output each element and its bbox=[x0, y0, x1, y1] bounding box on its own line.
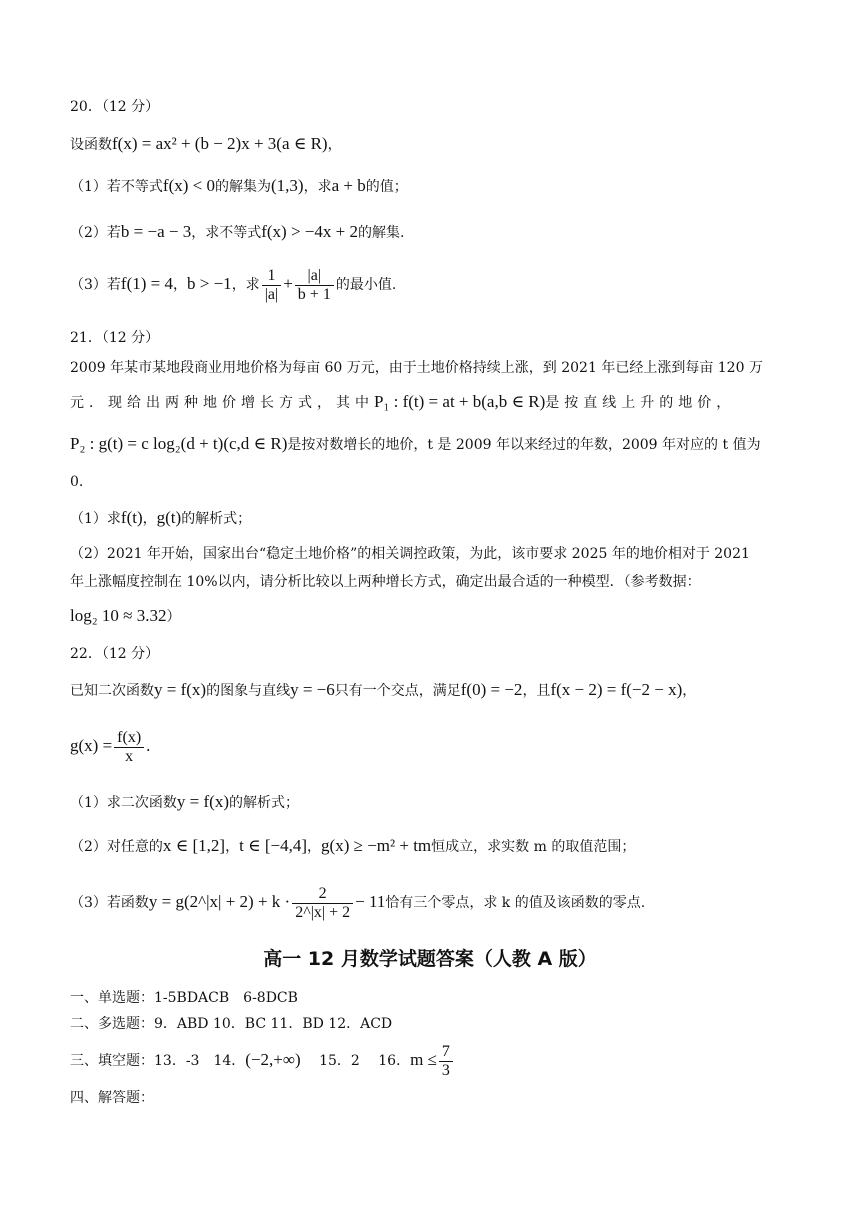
q20-p3-sep: ， bbox=[173, 277, 187, 293]
q22-g-num: f(x) bbox=[114, 729, 144, 748]
q20-p3-cond2: b > −1 bbox=[187, 274, 232, 293]
q22-intro-mid3: ，且 bbox=[522, 683, 551, 699]
q22-g-lhs: g(x) = bbox=[70, 736, 113, 755]
answers-fill-16-num: 7 bbox=[439, 1043, 453, 1062]
q22-intro-c2: f(x − 2) = f(−2 − x) bbox=[550, 680, 683, 699]
q22-intro-mid: 的图象与直线 bbox=[206, 683, 291, 699]
q21-log-model: P₂ : g(t) = c log₂(d + t)(c,d ∈ R) bbox=[70, 434, 288, 453]
q20-p1-suffix: 的值； bbox=[365, 179, 408, 195]
answers-fill-14: (−2,+∞) bbox=[245, 1050, 301, 1069]
q20-p3-plus: + bbox=[283, 274, 293, 293]
q22-p1-prefix: （1）求二次函数 bbox=[70, 795, 177, 811]
q22-g-end: . bbox=[146, 736, 151, 755]
q21-line1: 2009 年某市某地段商业用地价格为每亩 60 万元，由于土地价格持续上涨，到 2021 年已经上涨到每亩 120 万 bbox=[70, 360, 763, 376]
q22-p2-sep: ， bbox=[225, 839, 240, 855]
q22-p3-frac-num: 2 bbox=[292, 885, 353, 904]
q20-p2-mid: ，求不等式 bbox=[191, 225, 262, 241]
q20-part3 bbox=[70, 262, 396, 307]
q21-part2-ref bbox=[70, 606, 180, 627]
q22-part2 bbox=[70, 836, 635, 857]
q21-p1-g: g(t) bbox=[156, 508, 182, 527]
q20-p3-cond1: f(1) = 4 bbox=[120, 274, 173, 293]
q21-line2-prefix: 元．现给出两种地价增长方式，其中 bbox=[70, 395, 374, 411]
answers-multi-choice: 二、多选题：9．ABD 10．BC 11．BD 12．ACD bbox=[70, 1016, 393, 1032]
q21-part2-line1: （2）2021 年开始，国家出台“稳定土地价格”的相关调控政策，为此，该市要求 2025 年的地价相对于 2021 bbox=[70, 546, 750, 562]
q22-p2-ineq: g(x) ≥ −m² + tm bbox=[321, 836, 432, 855]
q21-line4: 0. bbox=[70, 474, 84, 490]
answers-fill-16-den: 3 bbox=[441, 1061, 450, 1079]
q21-part2-line2: 年上涨幅度控制在 10%以内，请分析比较以上两种增长方式，确定出最合适的一种模型．（参考数据： bbox=[70, 574, 701, 590]
q22-p2-prefix: （2）对任意的 bbox=[70, 839, 163, 855]
q20-p1-interval: (1,3) bbox=[271, 176, 304, 195]
answers-fill-16-lhs: m ≤ bbox=[410, 1050, 437, 1069]
q20-p3-fraction-2 bbox=[295, 267, 334, 304]
q22-header: 22．（12 分） bbox=[70, 646, 160, 662]
q21-p1-suffix: 的解析式； bbox=[181, 511, 252, 527]
q22-intro-suffix: ， bbox=[682, 683, 697, 699]
q22-g-den: x bbox=[125, 747, 134, 765]
answers-fill-16-fraction bbox=[439, 1043, 453, 1080]
q22-p3-frac-den: 2^|x| + 2 bbox=[295, 903, 351, 921]
answers-fill-prefix: 三、填空题：13．-3 14． bbox=[70, 1053, 246, 1069]
q20-function-def: f(x) = ax² + (b − 2)x + 3(a ∈ R) bbox=[112, 134, 328, 153]
q20-p1-expr: a + b bbox=[331, 176, 366, 195]
q20-p3-prefix: （3）若 bbox=[70, 277, 121, 293]
q22-p3-suffix: 恰有三个零点，求 k 的值及该函数的零点. bbox=[385, 895, 646, 911]
answers-solve-header: 四、解答题： bbox=[70, 1090, 154, 1106]
q21-line2-suffix: 是按直线上升的地价， bbox=[545, 395, 736, 411]
q20-p3-fraction-1 bbox=[262, 267, 282, 304]
q20-p2-formula: b = −a − 3 bbox=[120, 222, 192, 241]
q22-g-fraction bbox=[114, 729, 144, 766]
q20-p2-ineq: f(x) > −4x + 2 bbox=[261, 222, 358, 241]
q22-p3-formula-a: y = g(2^|x| + 2) + k · bbox=[148, 892, 291, 911]
q20-p1-formula: f(x) < 0 bbox=[162, 176, 215, 195]
q20-p1-mid2: ，求 bbox=[303, 179, 332, 195]
q22-intro-mid2: 只有一个交点，满足 bbox=[334, 683, 461, 699]
q22-p2-t: t ∈ [−4,4] bbox=[239, 836, 308, 855]
answers-fill-15: 15．2 16． bbox=[300, 1053, 411, 1069]
answers-single-choice: 一、单选题：1-5BDACB 6-8DCB bbox=[70, 990, 298, 1006]
answers-title: 高一 12 月数学试题答案（人教 A 版） bbox=[263, 948, 597, 970]
q21-ref-suffix: ） bbox=[166, 609, 181, 625]
q22-p2-x: x ∈ [1,2] bbox=[162, 836, 226, 855]
q22-g-def bbox=[70, 722, 150, 771]
q20-p2-prefix: （2）若 bbox=[70, 225, 121, 241]
q21-p1-prefix: （1）求 bbox=[70, 511, 121, 527]
q21-header: 21．（12 分） bbox=[70, 330, 160, 346]
q20-intro-prefix: 设函数 bbox=[70, 137, 112, 153]
q20-p1-prefix: （1）若不等式 bbox=[70, 179, 163, 195]
q21-p1-f: f(t) bbox=[120, 508, 143, 527]
q20-intro-suffix: ， bbox=[327, 137, 342, 153]
answers-fill-in bbox=[70, 1038, 455, 1083]
q22-p3-formula-b: − 11 bbox=[355, 892, 386, 911]
q22-part1 bbox=[70, 792, 299, 813]
q20-part2 bbox=[70, 222, 404, 243]
q22-intro-c1: f(0) = −2 bbox=[460, 680, 523, 699]
q22-intro bbox=[70, 680, 696, 701]
q20-header: 20．（12 分） bbox=[70, 99, 160, 115]
q20-p3-mid: ，求 bbox=[231, 277, 260, 293]
q20-p1-mid: 的解集为 bbox=[215, 179, 271, 195]
q21-linear-model: P₁ : f(t) = at + b(a,b ∈ R) bbox=[374, 392, 546, 411]
q20-p3-frac2-den: b + 1 bbox=[297, 285, 331, 303]
q20-intro bbox=[70, 134, 342, 155]
q21-line3-suffix: 是按对数增长的地价，t 是 2009 年以来经过的年数，2009 年对应的 t 值为 bbox=[287, 437, 761, 453]
q21-p1-sep: ， bbox=[142, 511, 157, 527]
q22-p1-f: y = f(x) bbox=[176, 792, 229, 811]
q20-p3-frac1-num: 1 bbox=[262, 267, 282, 286]
q20-p3-frac2-num: |a| bbox=[295, 267, 334, 286]
q22-p1-suffix: 的解析式； bbox=[229, 795, 299, 811]
q22-p2-suffix: 恒成立，求实数 m 的取值范围； bbox=[431, 839, 636, 855]
q21-ref-data: log₂ 10 ≈ 3.32 bbox=[70, 606, 167, 625]
q20-part1 bbox=[70, 176, 408, 197]
q20-p3-suffix: 的最小值. bbox=[335, 277, 397, 293]
q21-line3 bbox=[70, 434, 761, 455]
q22-intro-line: y = −6 bbox=[290, 680, 335, 699]
q22-intro-f: y = f(x) bbox=[154, 680, 207, 699]
q20-p3-frac1-den: |a| bbox=[264, 285, 279, 303]
q22-intro-prefix: 已知二次函数 bbox=[70, 683, 154, 699]
q21-part1 bbox=[70, 508, 251, 529]
q22-part3 bbox=[70, 878, 645, 927]
q21-line2 bbox=[70, 392, 735, 413]
q22-p3-prefix: （3）若函数 bbox=[70, 895, 149, 911]
q22-p3-fraction bbox=[292, 885, 353, 922]
q20-p2-suffix: 的解集. bbox=[357, 225, 405, 241]
q22-p2-sep2: ， bbox=[307, 839, 322, 855]
